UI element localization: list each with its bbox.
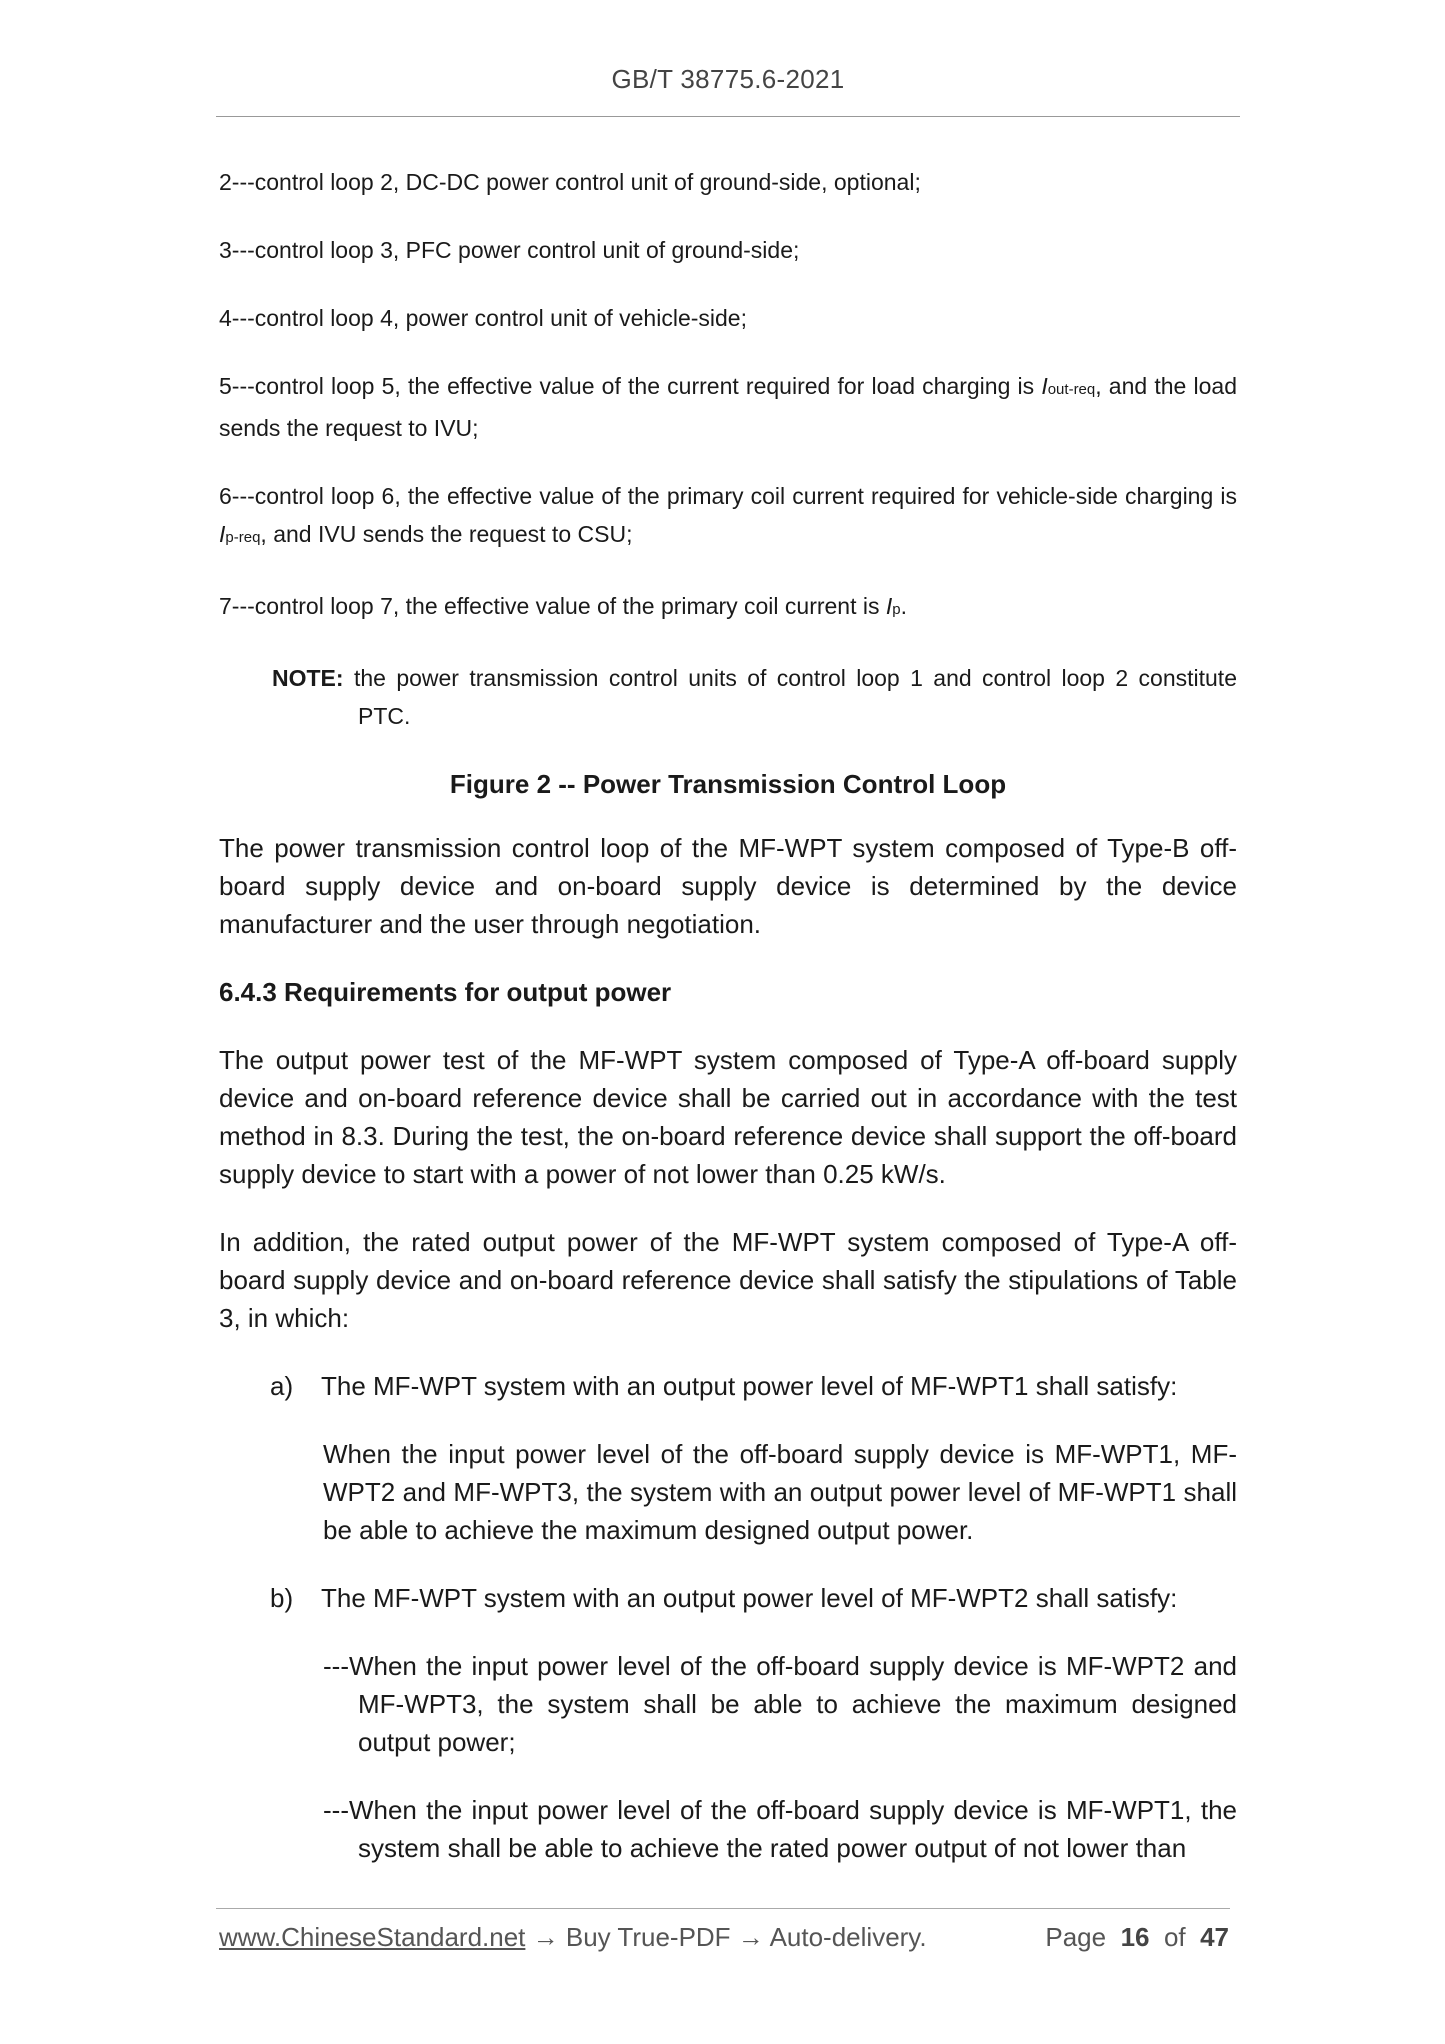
key-item-7 (219, 587, 1237, 629)
page-footer (219, 1922, 1229, 1953)
key-6-text-end: , and IVU sends the request to CSU; (260, 521, 633, 547)
key-6-symbol: I (219, 521, 226, 547)
list-item-b-text: The MF-WPT system with an output power level of MF-WPT2 shall satisfy: (321, 1583, 1178, 1613)
of-label: of (1163, 1922, 1186, 1952)
page-number: 16 (1120, 1922, 1150, 1952)
list-item-b (270, 1579, 1237, 1617)
note-label: NOTE: (272, 665, 344, 691)
list-item-b-dash-1: ---When the input power level of the off-board supply device is MF-WPT2 and MF-WPT3, the system shall be able to achieve the maximum designed output power; (323, 1651, 1237, 1757)
key-7-text: 7---control loop 7, the effective value of the primary coil current is (219, 593, 886, 619)
list-item-a-text: The MF-WPT system with an output power level of MF-WPT1 shall satisfy: (321, 1371, 1178, 1401)
page-indicator (1045, 1922, 1229, 1953)
key-item-5 (219, 367, 1237, 447)
paragraph-rated-output: In addition, the rated output power of the MF-WPT system composed of Type-A off-board supply device and on-board reference device shall satisfy the stipulations of Table 3, in which: (219, 1227, 1237, 1333)
paragraph-output-power-test: The output power test of the MF-WPT system composed of Type-A off-board supply device and on-board reference device shall be carried out in accordance with the test method in 8.3. During the test, the on-board reference device shall support the off-board supply device to start with a power of not lower than 0.25 kW/s. (219, 1045, 1237, 1189)
list-item-a-detail: When the input power level of the off-board supply device is MF-WPT1, MF-WPT2 and MF-WPT3, the system with an output power level of MF-WPT1 shall be able to achieve the maximum designed output power. (323, 1439, 1237, 1545)
key-item-2: 2---control loop 2, DC-DC power control unit of ground-side, optional; (219, 169, 921, 195)
page-header-title: GB/T 38775.6-2021 (611, 64, 845, 94)
key-5-symbol: I (1041, 373, 1048, 399)
key-6-text: 6---control loop 6, the effective value of the primary coil current required for vehicle-side charging is (219, 483, 1237, 509)
page-content (219, 163, 1237, 1897)
header-divider (216, 116, 1240, 117)
key-7-text-end: . (900, 593, 908, 619)
footer-divider (216, 1908, 1230, 1909)
key-6-subscript: p-req (225, 529, 261, 546)
section-heading: 6.4.3 Requirements for output power (219, 977, 672, 1007)
key-item-4: 4---control loop 4, power control unit of vehicle-side; (219, 305, 747, 331)
key-item-3: 3---control loop 3, PFC power control unit of ground-side; (219, 237, 800, 263)
figure-caption: Figure 2 -- Power Transmission Control Loop (449, 769, 1007, 799)
paragraph-type-b: The power transmission control loop of the MF-WPT system composed of Type-B off-board supply device and on-board supply device is determined by the device manufacturer and the user through negotiation. (219, 833, 1237, 939)
footer-tagline: → Buy True-PDF → Auto-delivery. (525, 1922, 927, 1952)
note (272, 659, 1237, 735)
note-text: the power transmission control units of control loop 1 and control loop 2 constitute PTC. (343, 665, 1237, 729)
list-item-b-marker: b) (270, 1583, 294, 1613)
key-5-subscript: out-req (1047, 381, 1096, 398)
key-item-6 (219, 477, 1237, 557)
list-item-a-marker: a) (270, 1371, 294, 1401)
key-5-text: 5---control loop 5, the effective value of the current required for load charging is (219, 373, 1042, 399)
page-label: Page (1045, 1922, 1107, 1952)
key-7-subscript: p (892, 601, 901, 618)
list-item-b-dash-2: ---When the input power level of the off-board supply device is MF-WPT1, the system shall be able to achieve the rated power output of not lower than (323, 1795, 1237, 1863)
key-5-text-end: , and the load sends the request to IVU; (219, 373, 1237, 441)
list-item-a (270, 1367, 1237, 1405)
total-pages: 47 (1200, 1922, 1229, 1952)
key-7-symbol: I (885, 593, 893, 619)
footer-site-link[interactable]: www.ChineseStandard.net (219, 1922, 526, 1952)
